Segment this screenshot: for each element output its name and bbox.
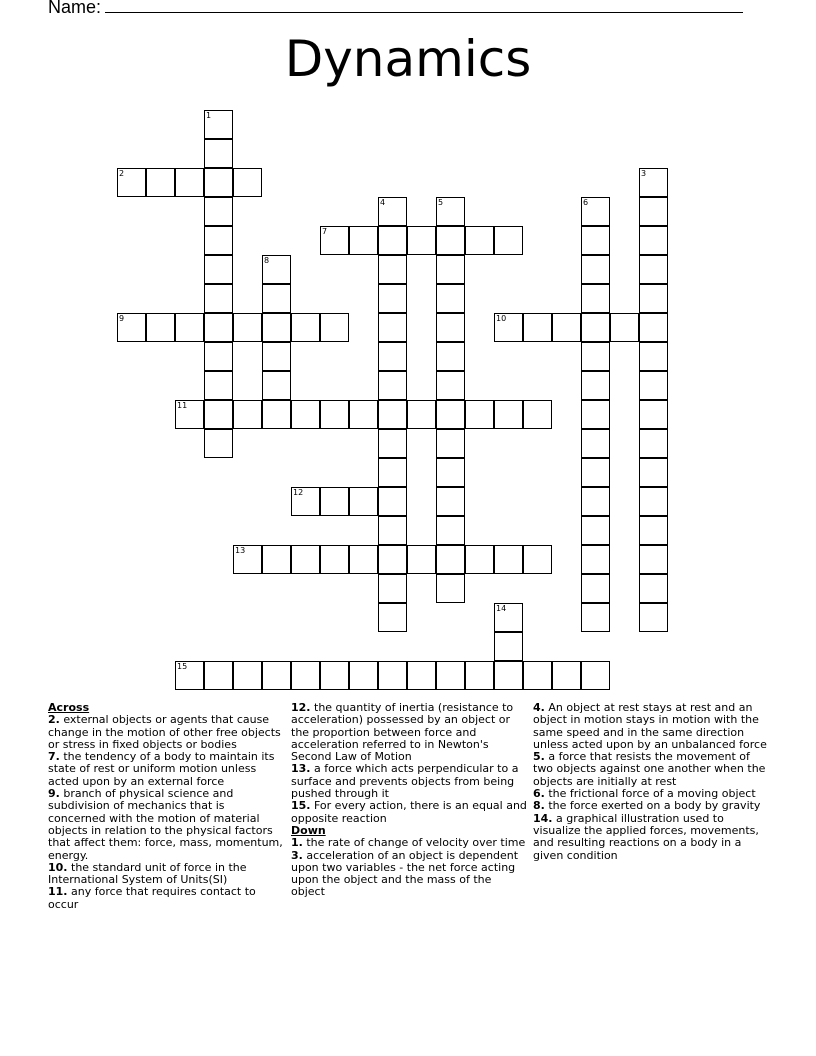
grid-cell[interactable] <box>175 661 204 690</box>
grid-cell[interactable] <box>117 313 146 342</box>
grid-cell[interactable] <box>204 371 233 400</box>
grid-cell[interactable] <box>465 545 494 574</box>
grid-cell[interactable] <box>320 226 349 255</box>
grid-cell[interactable] <box>320 487 349 516</box>
grid-cell[interactable] <box>262 342 291 371</box>
grid-cell[interactable] <box>204 284 233 313</box>
grid-cell[interactable] <box>204 110 233 139</box>
grid-cell[interactable] <box>233 545 262 574</box>
grid-cell[interactable] <box>581 487 610 516</box>
grid-cell[interactable] <box>262 313 291 342</box>
across-clue: 13. a force which acts perpendicular to a surface and prevents objects from being pushed through it <box>291 762 519 801</box>
clue-number: 3 <box>641 169 647 178</box>
grid-cell[interactable] <box>552 313 581 342</box>
grid-cell[interactable] <box>581 284 610 313</box>
grid-cell[interactable] <box>233 168 262 197</box>
grid-cell[interactable] <box>407 545 436 574</box>
grid-cell[interactable] <box>204 400 233 429</box>
grid-cell[interactable] <box>320 400 349 429</box>
grid-cell[interactable] <box>581 516 610 545</box>
grid-cell[interactable] <box>581 603 610 632</box>
grid-cell[interactable] <box>175 313 204 342</box>
grid-cell[interactable] <box>523 313 552 342</box>
grid-cell[interactable] <box>581 429 610 458</box>
grid-cell[interactable] <box>233 661 262 690</box>
grid-cell[interactable] <box>204 139 233 168</box>
grid-cell[interactable] <box>639 458 668 487</box>
clue-number: 10 <box>496 314 507 323</box>
grid-cell[interactable] <box>349 545 378 574</box>
grid-cell[interactable] <box>436 226 465 255</box>
grid-cell[interactable] <box>436 661 465 690</box>
grid-cell[interactable] <box>436 429 465 458</box>
grid-cell[interactable] <box>407 400 436 429</box>
grid-cell[interactable] <box>494 400 523 429</box>
grid-cell[interactable] <box>581 226 610 255</box>
grid-cell[interactable] <box>581 574 610 603</box>
grid-cell[interactable] <box>262 371 291 400</box>
grid-cell[interactable] <box>204 661 233 690</box>
grid-cell[interactable] <box>494 632 523 661</box>
clue-number: 6 <box>583 198 589 207</box>
grid-cell[interactable] <box>378 371 407 400</box>
grid-cell[interactable] <box>378 342 407 371</box>
grid-cell[interactable] <box>291 545 320 574</box>
grid-cell[interactable] <box>146 168 175 197</box>
clue-number: 13 <box>235 546 246 555</box>
grid-cell[interactable] <box>639 168 668 197</box>
grid-cell[interactable] <box>639 371 668 400</box>
grid-cell[interactable] <box>378 545 407 574</box>
grid-cell[interactable] <box>494 661 523 690</box>
grid-cell[interactable] <box>581 342 610 371</box>
grid-cell[interactable] <box>639 342 668 371</box>
grid-cell[interactable] <box>349 661 378 690</box>
grid-cell[interactable] <box>175 168 204 197</box>
grid-cell[interactable] <box>523 400 552 429</box>
grid-cell[interactable] <box>378 197 407 226</box>
grid-cell[interactable] <box>465 400 494 429</box>
page-title: Dynamics <box>284 30 532 88</box>
grid-cell[interactable] <box>436 284 465 313</box>
grid-cell[interactable] <box>639 226 668 255</box>
grid-cell[interactable] <box>581 545 610 574</box>
grid-cell[interactable] <box>204 342 233 371</box>
grid-cell[interactable] <box>378 226 407 255</box>
down-heading: Down <box>291 823 326 837</box>
clues-column-2 <box>291 702 527 899</box>
grid-cell[interactable] <box>436 371 465 400</box>
grid-cell[interactable] <box>436 313 465 342</box>
grid-cell[interactable] <box>378 516 407 545</box>
grid-cell[interactable] <box>639 197 668 226</box>
grid-cell[interactable] <box>378 574 407 603</box>
down-clue: 3. acceleration of an object is dependent upon two variables - the net force acting upon the object and the mass of the object <box>291 848 519 899</box>
grid-cell[interactable] <box>581 661 610 690</box>
grid-cell[interactable] <box>436 574 465 603</box>
grid-cell[interactable] <box>262 400 291 429</box>
grid-cell[interactable] <box>436 400 465 429</box>
grid-cell[interactable] <box>204 429 233 458</box>
down-clue: 1. the rate of change of velocity over time <box>291 836 526 850</box>
grid-cell[interactable] <box>378 661 407 690</box>
grid-cell[interactable] <box>436 255 465 284</box>
clue-number: 8 <box>264 256 270 265</box>
grid-cell[interactable] <box>639 487 668 516</box>
grid-cell[interactable] <box>552 661 581 690</box>
grid-cell[interactable] <box>378 313 407 342</box>
grid-cell[interactable] <box>494 313 523 342</box>
across-clue: 15. For every action, there is an equal and opposite reaction <box>291 799 527 825</box>
across-clue: 7. the tendency of a body to maintain its state of rest or uniform motion unless acted upon by an external force <box>48 750 275 788</box>
grid-cell[interactable] <box>639 516 668 545</box>
across-clue: 11. any force that requires contact to occur <box>48 885 256 911</box>
grid-cell[interactable] <box>465 661 494 690</box>
grid-cell[interactable] <box>204 226 233 255</box>
grid-cell[interactable] <box>378 255 407 284</box>
grid-cell[interactable] <box>581 313 610 342</box>
across-clue: 12. the quantity of inertia (resistance to acceleration) possessed by an object or the proportion between force and acceleration referred to in Newton's Second Law of Motion <box>291 701 514 764</box>
grid-cell[interactable] <box>117 168 146 197</box>
grid-cell[interactable] <box>523 545 552 574</box>
grid-cell[interactable] <box>581 197 610 226</box>
down-clue: 6. the frictional force of a moving object <box>533 787 756 801</box>
grid-cell[interactable] <box>175 400 204 429</box>
grid-cell[interactable] <box>262 661 291 690</box>
grid-cell[interactable] <box>581 458 610 487</box>
grid-cell[interactable] <box>233 400 262 429</box>
grid-cell[interactable] <box>639 429 668 458</box>
grid-cell[interactable] <box>349 487 378 516</box>
clue-number: 9 <box>119 314 125 323</box>
grid-cell[interactable] <box>204 313 233 342</box>
clues-column-1 <box>48 702 284 911</box>
grid-cell[interactable] <box>378 429 407 458</box>
clue-number: 14 <box>496 604 507 613</box>
name-label: Name: <box>48 0 102 17</box>
down-clue: 14. a graphical illustration used to visualize the applied forces, movements, and resulting reactions on a body in a given condition <box>533 811 759 862</box>
clue-number: 4 <box>380 198 386 207</box>
clue-number: 11 <box>177 401 188 410</box>
grid-cell[interactable] <box>436 342 465 371</box>
grid-cell[interactable] <box>436 487 465 516</box>
grid-cell[interactable] <box>291 400 320 429</box>
clue-number: 5 <box>438 198 444 207</box>
down-clue: 4. An object at rest stays at rest and an object in motion stays in motion with the same speed and in the same direction unless acted upon by an unbalanced force <box>533 701 767 751</box>
grid-cell[interactable] <box>378 603 407 632</box>
clue-number: 2 <box>119 169 125 178</box>
grid-cell[interactable] <box>639 313 668 342</box>
grid-cell[interactable] <box>291 487 320 516</box>
grid-cell[interactable] <box>639 284 668 313</box>
grid-cell[interactable] <box>581 400 610 429</box>
grid-cell[interactable] <box>262 284 291 313</box>
clue-number: 7 <box>322 227 328 236</box>
grid-cell[interactable] <box>407 661 436 690</box>
grid-cell[interactable] <box>349 226 378 255</box>
grid-cell[interactable] <box>204 197 233 226</box>
grid-cell[interactable] <box>320 313 349 342</box>
across-clue: 2. external objects or agents that cause change in the motion of other free objects or stress in fixed objects or bodies <box>48 713 281 751</box>
grid-cell[interactable] <box>436 197 465 226</box>
grid-cell[interactable] <box>436 516 465 545</box>
across-heading: Across <box>48 701 90 714</box>
grid-cell[interactable] <box>639 574 668 603</box>
grid-cell[interactable] <box>378 400 407 429</box>
grid-cell[interactable] <box>291 661 320 690</box>
grid-cell[interactable] <box>639 255 668 284</box>
clue-number: 1 <box>206 111 212 120</box>
grid-cell[interactable] <box>233 313 262 342</box>
clues-column-3 <box>533 702 773 862</box>
grid-cell[interactable] <box>378 284 407 313</box>
down-clue: 8. the force exerted on a body by gravity <box>533 799 761 813</box>
grid-cell[interactable] <box>262 545 291 574</box>
grid-cell[interactable] <box>204 168 233 197</box>
grid-cell[interactable] <box>407 226 436 255</box>
grid-cell[interactable] <box>639 400 668 429</box>
grid-cell[interactable] <box>494 603 523 632</box>
grid-cell[interactable] <box>146 313 175 342</box>
across-clue: 9. branch of physical science and subdivision of mechanics that is concerned with the motion of material objects in relation to the physical factors that affect them: force, mass, momentum, energy. <box>48 787 283 862</box>
grid-cell[interactable] <box>262 255 291 284</box>
clue-number: 15 <box>177 662 188 671</box>
down-clue: 5. a force that resists the movement of two objects against one another when the objects are initially at rest <box>533 750 766 788</box>
grid-cell[interactable] <box>610 313 639 342</box>
grid-cell[interactable] <box>581 371 610 400</box>
grid-cell[interactable] <box>320 661 349 690</box>
clue-number: 12 <box>293 488 304 497</box>
grid-cell[interactable] <box>465 226 494 255</box>
grid-cell[interactable] <box>320 545 349 574</box>
grid-cell[interactable] <box>639 603 668 632</box>
grid-cell[interactable] <box>436 458 465 487</box>
across-clue: 10. the standard unit of force in the International System of Units(SI) <box>48 860 247 887</box>
grid-cell[interactable] <box>523 661 552 690</box>
grid-cell[interactable] <box>378 487 407 516</box>
grid-cell[interactable] <box>494 226 523 255</box>
grid-cell[interactable] <box>291 313 320 342</box>
grid-cell[interactable] <box>204 255 233 284</box>
grid-cell[interactable] <box>494 545 523 574</box>
grid-cell[interactable] <box>349 400 378 429</box>
grid-cell[interactable] <box>378 458 407 487</box>
grid-cell[interactable] <box>639 545 668 574</box>
grid-cell[interactable] <box>436 545 465 574</box>
grid-cell[interactable] <box>581 255 610 284</box>
